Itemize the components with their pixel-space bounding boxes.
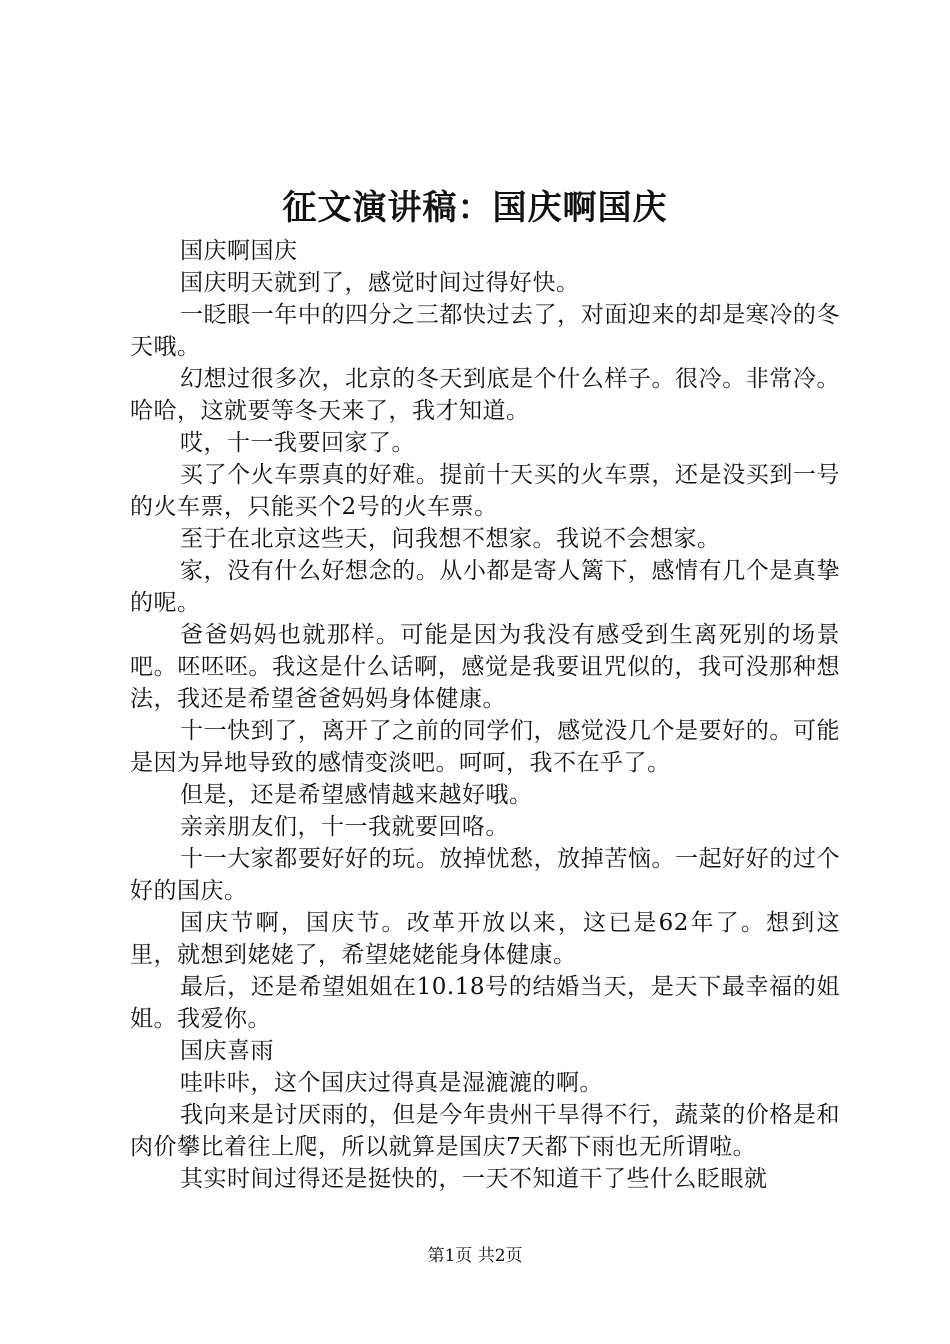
paragraph: 买了个火车票真的好难。提前十天买的火车票，还是没买到一号的火车票，只能买个2号的火车票。 <box>130 462 840 520</box>
paragraph: 国庆喜雨 <box>180 1038 274 1064</box>
paragraph: 十一大家都要好好的玩。放掉忧愁，放掉苦恼。一起好好的过个好的国庆。 <box>130 846 840 904</box>
paragraph: 十一快到了，离开了之前的同学们，感觉没几个是要好的。可能是因为异地导致的感情变淡吧。呵呵，我不在乎了。 <box>130 718 840 776</box>
paragraph: 其实时间过得还是挺快的，一天不知道干了些什么眨眼就 <box>180 1166 768 1192</box>
paragraph: 国庆啊国庆 <box>180 238 298 264</box>
page-number: 第1页 共2页 <box>427 1246 523 1266</box>
paragraph: 国庆节啊，国庆节。改革开放以来，这已是62年了。想到这里，就想到姥姥了，希望姥姥能身体健康。 <box>130 910 840 968</box>
paragraph: 爸爸妈妈也就那样。可能是因为我没有感受到生离死别的场景吧。呸呸呸。我这是什么话啊，感觉是我要诅咒似的，我可没那种想法，我还是希望爸爸妈妈身体健康。 <box>130 622 840 712</box>
document-body <box>130 235 840 1195</box>
paragraph: 至于在北京这些天，问我想不想家。我说不会想家。 <box>180 526 721 552</box>
paragraph: 亲亲朋友们，十一我就要回咯。 <box>180 814 509 840</box>
paragraph: 但是，还是希望感情越来越好哦。 <box>180 782 533 808</box>
paragraph: 家，没有什么好想念的。从小都是寄人篱下，感情有几个是真挚的呢。 <box>130 558 840 616</box>
paragraph: 哎，十一我要回家了。 <box>180 430 415 456</box>
paragraph: 一眨眼一年中的四分之三都快过去了，对面迎来的却是寒冷的冬天哦。 <box>130 302 840 360</box>
document-title: 征文演讲稿：国庆啊国庆 <box>282 188 668 228</box>
paragraph: 幻想过很多次，北京的冬天到底是个什么样子。很冷。非常冷。哈哈，这就要等冬天来了，我才知道。 <box>130 366 840 424</box>
paragraph: 最后，还是希望姐姐在10.18号的结婚当天，是天下最幸福的姐姐。我爱你。 <box>130 974 840 1032</box>
paragraph: 国庆明天就到了，感觉时间过得好快。 <box>180 270 580 296</box>
paragraph: 我向来是讨厌雨的，但是今年贵州干旱得不行，蔬菜的价格是和肉价攀比着往上爬，所以就算是国庆7天都下雨也无所谓啦。 <box>130 1102 840 1160</box>
paragraph: 哇咔咔，这个国庆过得真是湿漉漉的啊。 <box>180 1070 603 1096</box>
